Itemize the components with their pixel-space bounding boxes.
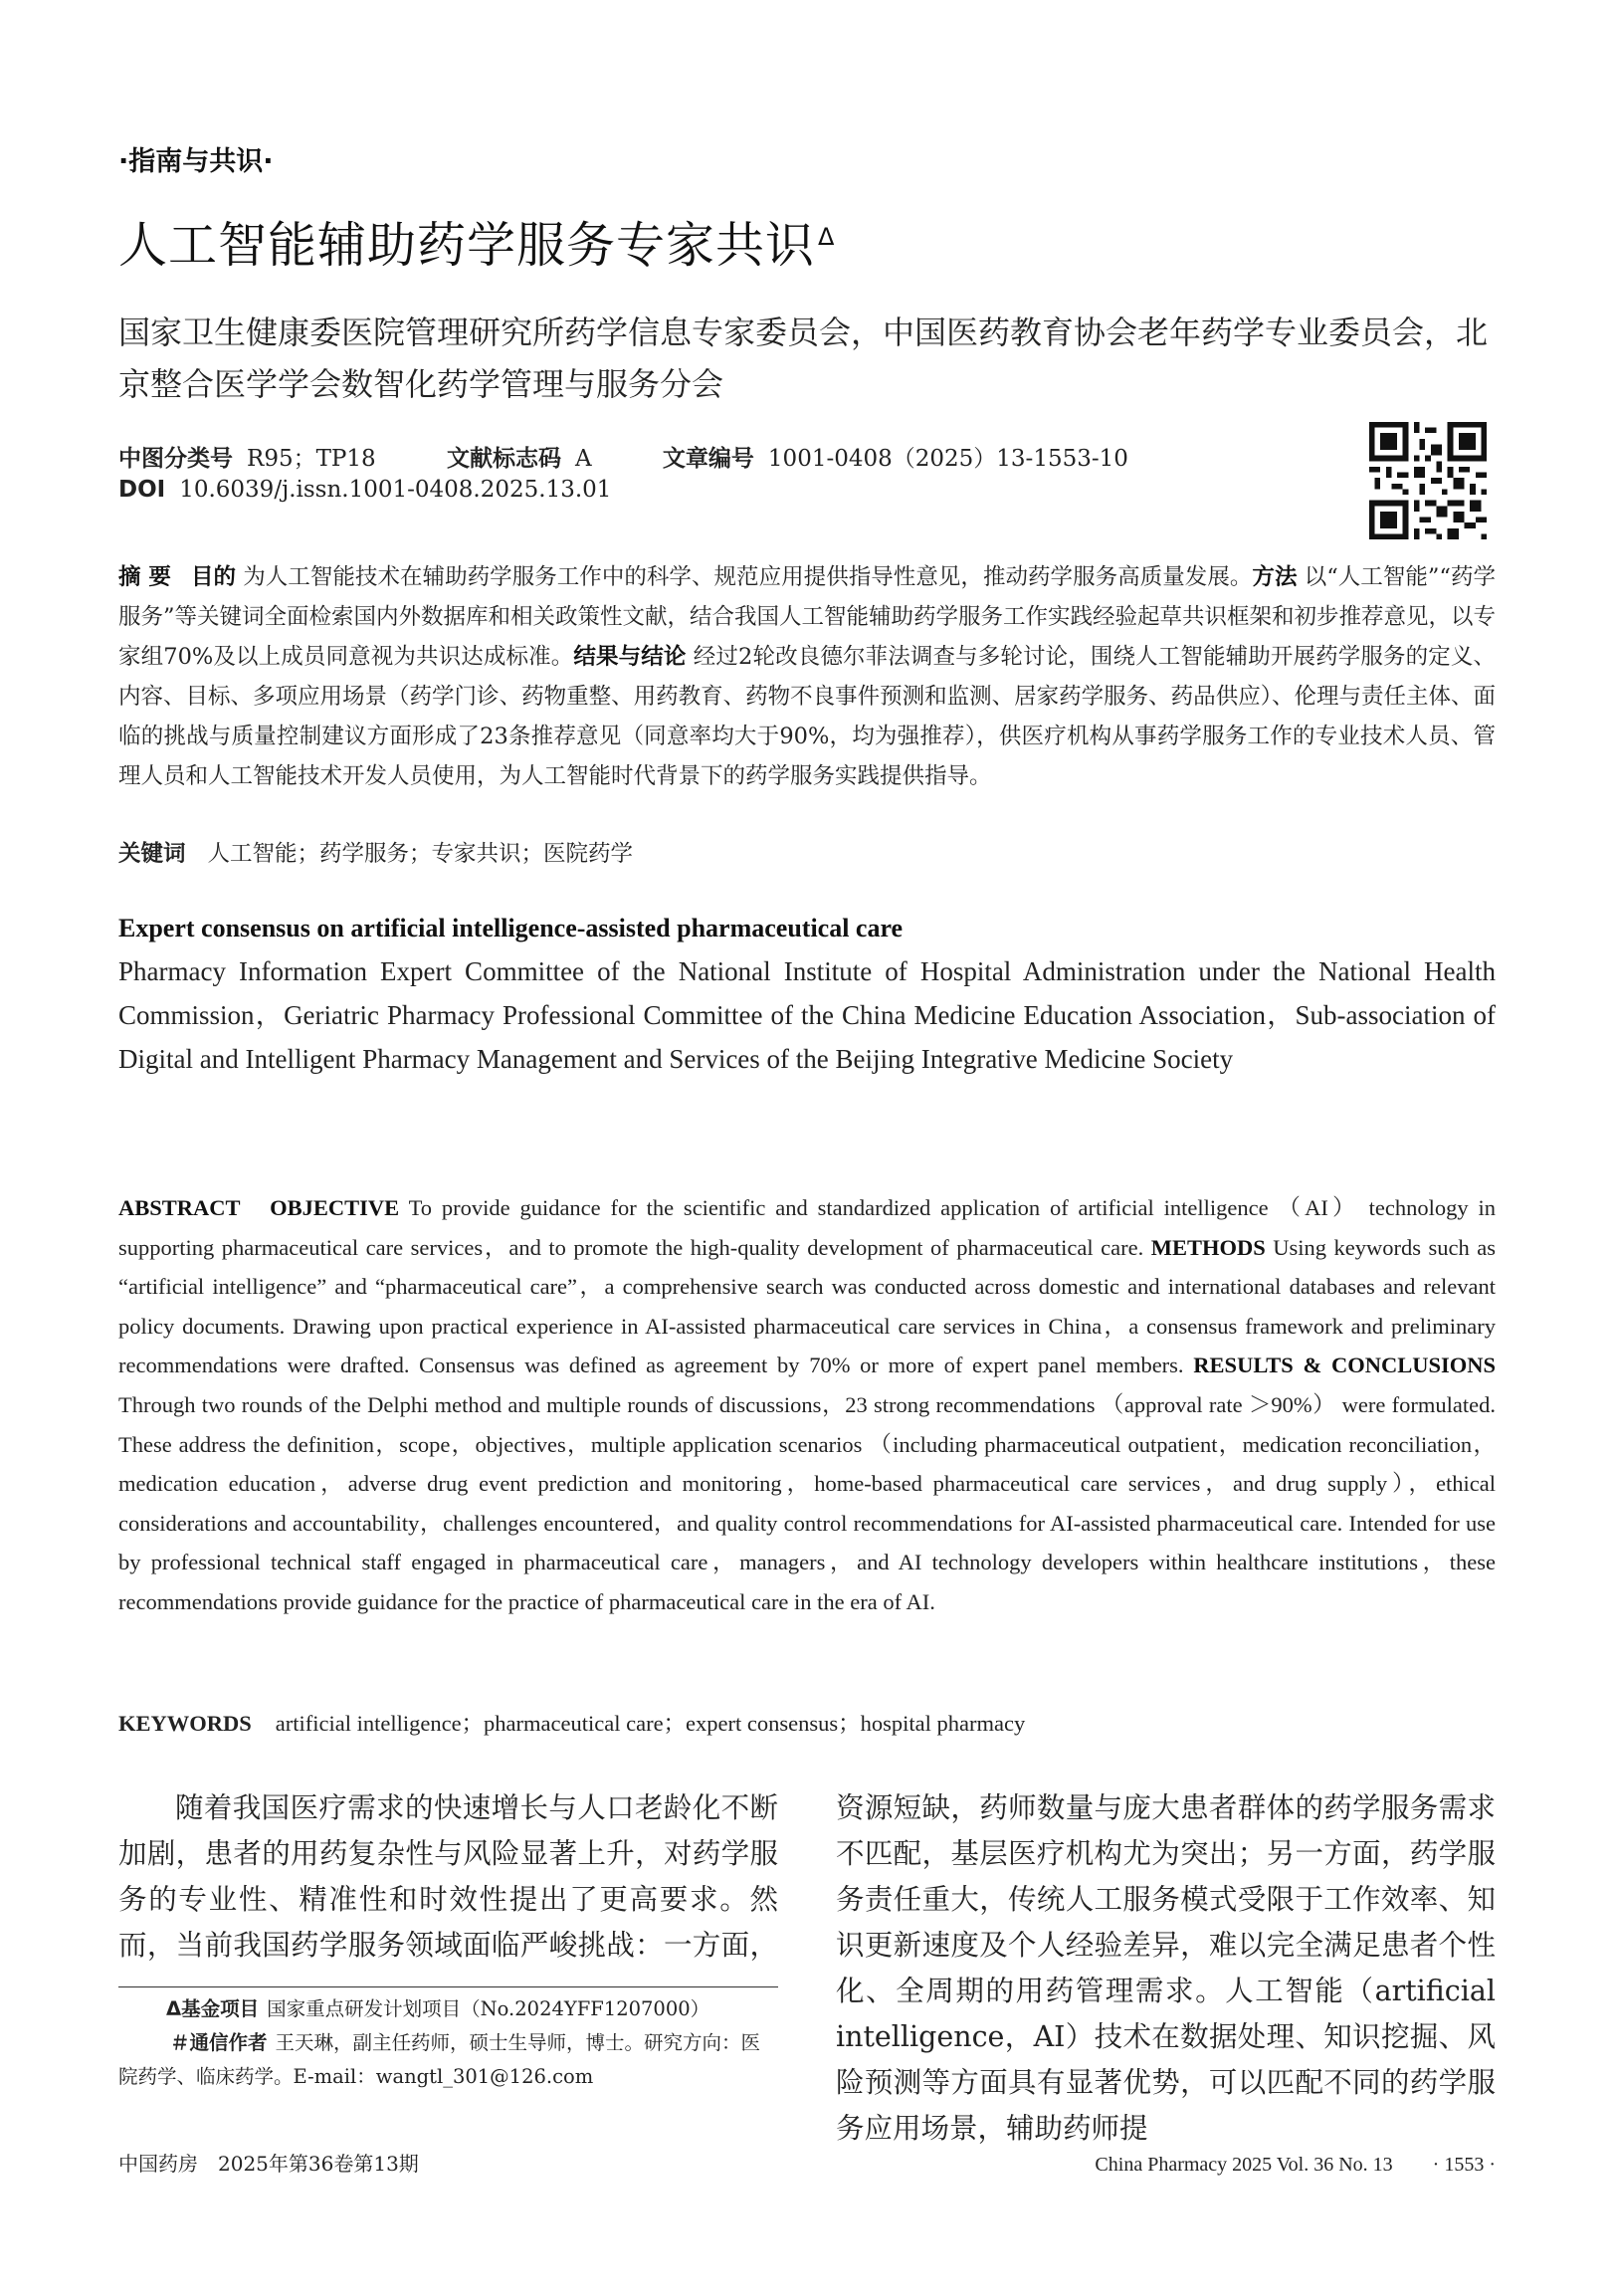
footer-journal-cn: 中国药房 2025年第36卷第13期 xyxy=(118,2152,419,2176)
footer-journal-en: China Pharmacy 2025 Vol. 36 No. 13 · 1553 · xyxy=(1095,2154,1496,2176)
en-methods-text: Using keywords such as “artificial intelligence” and “pharmaceutical care”，a comprehensive search was conducted across domestic and international databases and relevant policy documents. Drawing upon practical experience in AI-assisted pharmaceutical care services in China，a consensus framework and preliminary recommendations were drafted. Consensus was defined as agreement by 70% or more of expert panel members. xyxy=(118,1234,1496,1378)
english-authors: Pharmacy Information Expert Committee of the National Institute of Hospital Administration under the National Health Commission，Geriatric Pharmacy Professional Committee of the China Medicine Education Association，Sub-association of Digital and Intelligent Pharmacy Management and Services of the Beijing Integrative Medicine Society xyxy=(118,956,1496,1074)
qr-code-icon[interactable] xyxy=(1369,422,1487,539)
doc-code-value: A xyxy=(574,446,592,472)
english-title: Expert consensus on artificial intelligence-assisted pharmaceutical care xyxy=(118,914,904,942)
doi-label: DOI xyxy=(118,477,166,503)
article-title-text: 人工智能辅助药学服务专家共识 xyxy=(118,217,816,274)
objective-label: 目的 xyxy=(190,564,237,590)
methods-label: 方法 xyxy=(1252,564,1298,590)
en-objective-text: To provide guidance for the scientific and standardized application of artificial intelligence （AI） technology in supporting pharmaceutical care services，and to promote the high-quality development of pharmaceutical care. xyxy=(118,1195,1497,1260)
article-title xyxy=(118,207,835,277)
en-keywords-label: KEYWORDS xyxy=(118,1711,252,1736)
footnote-divider xyxy=(118,1986,778,1987)
chinese-abstract xyxy=(118,557,1496,796)
en-keywords-text: artificial intelligence；pharmaceutical care；expert consensus；hospital pharmacy xyxy=(275,1711,1026,1736)
results-label: 结果与结论 xyxy=(573,644,687,670)
methods-text: 以“人工智能”“药学服务”等关键词全面检索国内外数据库和相关政策性文献，结合我国人工智能辅助药学服务工作实践经验起草共识框架和初步推荐意见，以专家组70%及以上成员同意视为共识达成标准。 xyxy=(118,564,1497,670)
english-abstract xyxy=(118,1188,1496,1622)
doc-code-label: 文献标志码 xyxy=(446,446,561,472)
body-column-left: 随着我国医疗需求的快速增长与人口老龄化不断加剧，患者的用药复杂性与风险显著上升，对药学服务的专业性、精准性和时效性提出了更高要求。然而，当前我国药学服务领域面临严峻挑战：一方面， xyxy=(118,1791,778,1962)
corr-text: 王天琳，副主任药师，硕士生导师，博士。研究方向：医院药学、临床药学。E-mail：wangtl_301@126.com xyxy=(118,2031,761,2088)
chinese-keywords xyxy=(118,836,633,868)
fund-label: Δ基金项目 xyxy=(166,1997,260,2020)
en-abstract-label: ABSTRACT xyxy=(118,1195,241,1220)
objective-text: 为人工智能技术在辅助药学服务工作中的科学、规范应用提供指导性意见，推动药学服务高质量发展。 xyxy=(243,564,1253,590)
fund-text: 国家重点研发计划项目（No.2024YFF1207000） xyxy=(267,1997,710,2020)
results-text: 经过2轮改良德尔菲法调查与多轮讨论，围绕人工智能辅助开展药学服务的定义、内容、目标、多项应用场景（药学门诊、药物重整、用药教育、药物不良事件预测和监测、居家药学服务、药品供应）、伦理与责任主体、面临的挑战与质量控制建议方面形成了23条推荐意见（同意率均大于90%，均为强推荐），供医疗机构从事药学服务工作的专业技术人员、管理人员和人工智能技术开发人员使用，为人工智能时代背景下的药学服务实践提供指导。 xyxy=(118,644,1496,789)
body-column-right: 资源短缺，药师数量与庞大患者群体的药学服务需求不匹配，基层医疗机构尤为突出；另一方面，药学服务责任重大，传统人工服务模式受限于工作效率、知识更新速度及个人经验差异，难以完全满足患者个性化、全周期的用药管理需求。人工智能（artificial intelligence，AI）技术在数据处理、知识挖掘、风险预测等方面具有显著优势，可以匹配不同的药学服务应用场景，辅助药师提 xyxy=(836,1791,1496,2145)
fund-mark: Δ xyxy=(818,222,836,251)
abstract-label: 摘 要 xyxy=(118,564,171,590)
en-results-text: Through two rounds of the Delphi method and multiple rounds of discussions，23 strong recommendations （approval rate ＞90%） were formulated. These address the definition，scope，objectives，multiple application scenarios （including pharmaceutical outpatient，medication reconciliation，medication education，adverse drug event prediction and monitoring，home-based pharmaceutical care services，and drug supply），ethical considerations and accountability，challenges encountered，and quality control recommendations for AI-assisted pharmaceutical care. Intended for use by professional technical staff engaged in pharmaceutical care，managers，and AI technology developers within healthcare institutions，these recommendations provide guidance for the practice of pharmaceutical care in the era of AI. xyxy=(118,1391,1496,1614)
corresponding-author-footnote xyxy=(118,2026,778,2094)
en-methods-label: METHODS xyxy=(1150,1234,1266,1260)
author-affiliations: 国家卫生健康委医院管理研究所药学信息专家委员会，中国医药教育协会老年药学专业委员会，北京整合医学学会数智化药学管理与服务分会 xyxy=(118,313,1489,403)
doi-value[interactable]: 10.6039/j.issn.1001-0408.2025.13.01 xyxy=(179,477,612,503)
en-results-label: RESULTS & CONCLUSIONS xyxy=(1193,1353,1497,1378)
article-no-value: 1001-0408（2025）13-1553-10 xyxy=(767,446,1128,472)
en-objective-label: OBJECTIVE xyxy=(270,1195,400,1220)
clc-label: 中图分类号 xyxy=(118,446,233,472)
doi-line xyxy=(118,477,611,503)
keywords-label: 关键词 xyxy=(118,841,186,867)
article-page xyxy=(118,0,1496,2296)
fund-footnote xyxy=(118,1992,778,2026)
corr-label: ＃通信作者 xyxy=(170,2031,268,2054)
keywords-text: 人工智能；药学服务；专家共识；医院药学 xyxy=(207,841,634,867)
classification-line xyxy=(118,440,1128,473)
clc-value: R95；TP18 xyxy=(247,446,376,472)
section-tag: ·指南与共识· xyxy=(118,146,274,177)
article-no-label: 文章编号 xyxy=(662,446,754,472)
english-keywords xyxy=(118,1706,1025,1738)
